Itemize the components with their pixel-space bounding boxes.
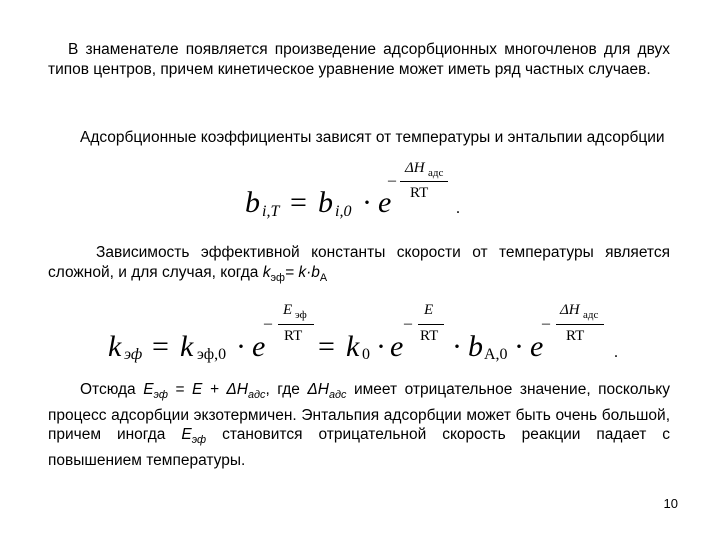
eq2-minus-3: – bbox=[542, 315, 550, 332]
eq2-equals-2: = bbox=[318, 330, 335, 363]
eq2-e-3: e bbox=[530, 330, 544, 363]
eq2-numerator-3-sub: адс bbox=[583, 309, 599, 321]
eq2-k2-sub: эф,0 bbox=[197, 346, 227, 363]
eq2-numerator-1-sub: эф bbox=[295, 309, 307, 321]
eq2-numerator-1: E bbox=[283, 302, 293, 318]
eq2-k3: k bbox=[346, 330, 360, 363]
page-number: 10 bbox=[663, 496, 678, 511]
eq1-e: e bbox=[378, 186, 392, 219]
eq2-fraction-line-3 bbox=[556, 324, 604, 325]
eq1-b-sub: i,0 bbox=[335, 203, 352, 220]
paragraph-conclusion: Отсюда $E_{эф} = E + \Delta H_{адс}$, где $\Delta H_{адс}$ имеет отрицательное значение, поскольку процесс адсорбции экзотермичен. Энтальпия адсорбции может быть очень большой, причем иногда $E_{эф}$ становится отрицательной скорость реакции падает с повышением температуры. bbox=[48, 381, 670, 469]
eq1-period: . bbox=[456, 200, 460, 217]
eq2-k: k bbox=[108, 330, 122, 363]
paragraph-effective-constant: Зависимость эффективной константы скорости от температуры является сложной, и для случая, когда $k_{эф}= k\cdot b_A$ bbox=[48, 244, 670, 284]
eq2-k2: k bbox=[180, 330, 194, 363]
eq2-fraction-line-2 bbox=[418, 324, 444, 325]
eq2-minus-1: – bbox=[264, 315, 272, 332]
eq2-denominator-2: RT bbox=[420, 328, 439, 344]
eq2-dot-4: · bbox=[514, 330, 524, 363]
eq2-numerator-2: E bbox=[424, 302, 434, 318]
eq1-lhs: b bbox=[245, 186, 260, 219]
eq2-numerator-3: ΔH bbox=[560, 302, 580, 318]
eq2-denominator-3: RT bbox=[566, 328, 585, 344]
eq2-b: b bbox=[468, 330, 483, 363]
paragraph-intro: В знаменателе появляется произведение адсорбционных многочленов для двух типов центров, причем кинетическое уравнение может иметь ряд частных случаев. bbox=[48, 41, 670, 78]
eq2-denominator-1: RT bbox=[284, 328, 303, 344]
eq1-numerator: ΔH bbox=[405, 160, 425, 176]
eq2-e-2: e bbox=[390, 330, 404, 363]
eq2-minus-2: – bbox=[404, 315, 412, 332]
eq2-b-sub: A,0 bbox=[484, 346, 508, 363]
eq2-period: . bbox=[614, 344, 618, 361]
paragraph-adsorption-coefficients: Адсорбционные коэффициенты зависят от температуры и энтальпии адсорбции bbox=[80, 129, 665, 146]
eq1-dot: · bbox=[362, 186, 372, 219]
eq2-k3-sub: 0 bbox=[362, 346, 370, 363]
eq2-k-sub: эф bbox=[124, 346, 143, 363]
eq1-equals: = bbox=[290, 186, 307, 219]
eq1-denominator: RT bbox=[410, 185, 429, 201]
eq2-e-1: e bbox=[252, 330, 266, 363]
eq2-dot-3: · bbox=[452, 330, 462, 363]
eq2-dot-1: · bbox=[236, 330, 246, 363]
eq1-minus: – bbox=[388, 172, 396, 189]
eq1-lhs-sub: i,T bbox=[262, 203, 280, 220]
eq1-numerator-sub: адс bbox=[428, 167, 444, 179]
eq2-equals-1: = bbox=[152, 330, 169, 363]
eq2-dot-2: · bbox=[376, 330, 386, 363]
eq1-b: b bbox=[318, 186, 333, 219]
eq2-fraction-line-1 bbox=[278, 324, 314, 325]
